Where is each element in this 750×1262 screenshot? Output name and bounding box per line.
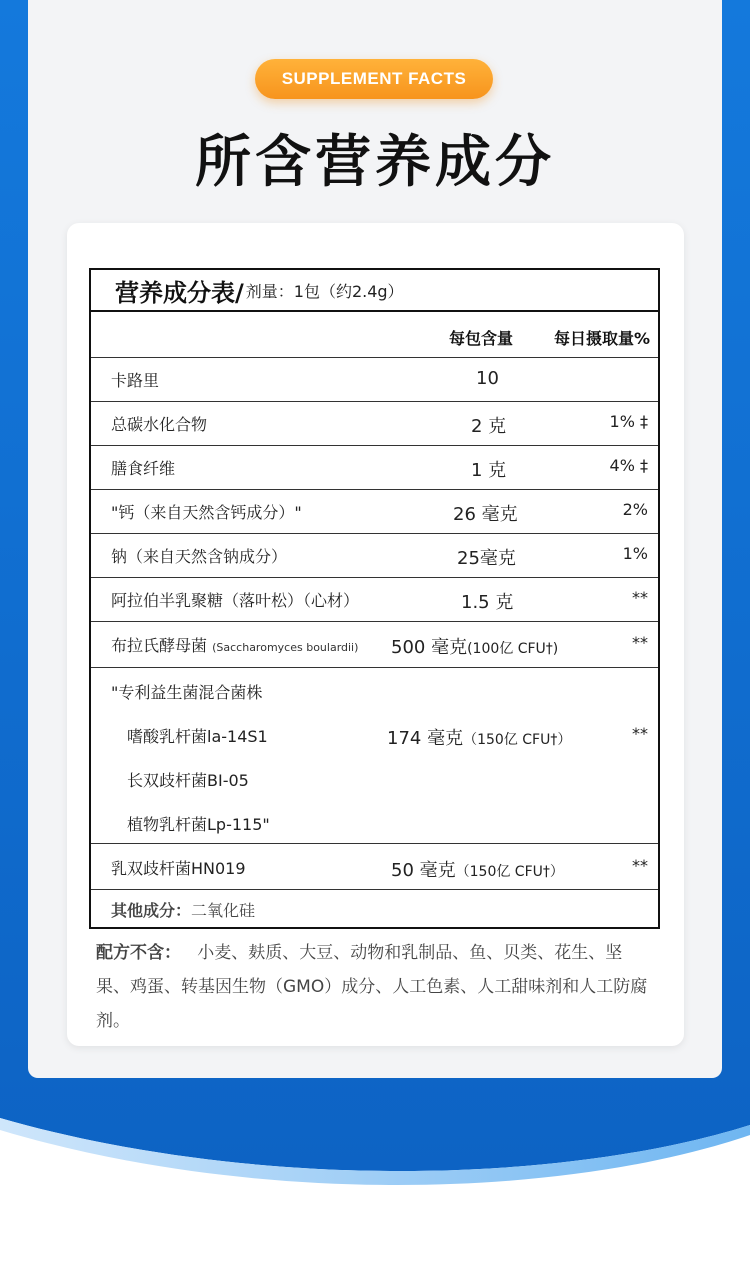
free-from-label: 配方不含： [96, 943, 181, 963]
free-from-text: 小麦、麸质、大豆、动物和乳制品、鱼、贝类、花生、坚果、鸡蛋、转基因生物（GMO）成分、人工色素、人工甜味剂和人工防腐剂。 [96, 943, 648, 1031]
table-heading-title: 营养成分表/ [115, 278, 244, 307]
row-amount: 1 克 [471, 460, 507, 481]
row-amount: 26 毫克 [453, 504, 518, 525]
row-dv: 4% ‡ [609, 456, 648, 475]
row-dv: ** [632, 856, 648, 875]
row-amount-note: (100亿 CFU†) [467, 641, 559, 657]
row-amount: 10 [476, 368, 499, 389]
row-amount: 25毫克 [457, 548, 516, 569]
table-heading [91, 270, 658, 312]
row-amount [391, 633, 558, 659]
table-row [91, 622, 658, 668]
row-name: 卡路里 [111, 371, 160, 390]
table-row [91, 358, 658, 402]
page-title: 所含营养成分 [195, 130, 555, 195]
row-amount: 1.5 克 [461, 592, 514, 613]
blend-amount-note: （150亿 CFU†） [463, 732, 572, 748]
row-name [111, 633, 358, 656]
row-name: 膳食纤维 [111, 459, 176, 478]
blend-amount [387, 724, 571, 750]
serving-size: 剂量：1包（约2.4g） [245, 281, 404, 301]
blend-amount-value: 174 毫克 [387, 728, 464, 749]
row-latin-name: (Saccharomyces boulardii) [212, 641, 359, 654]
row-amount-note: （150亿 CFU†） [455, 864, 564, 880]
blend-strain: 长双歧杆菌BI-05 [127, 771, 249, 790]
row-dv: ** [632, 588, 648, 607]
row-name: 总碳水化合物 [111, 415, 208, 434]
col-dv-header: 每日摄取量% [553, 329, 650, 348]
row-dv: 1% ‡ [609, 412, 648, 431]
table-row [91, 490, 658, 534]
row-amount: 2 克 [471, 416, 507, 437]
other-ingredients-row [91, 890, 658, 927]
blend-strain: 嗜酸乳杆菌la-14S1 [127, 727, 268, 746]
row-amount-value: 50 毫克 [391, 860, 456, 881]
table-row [91, 534, 658, 578]
nutrition-table [89, 268, 660, 929]
other-ingredients-label: 其他成分： [111, 901, 192, 920]
row-amount-value: 500 毫克 [391, 637, 468, 658]
row-dv: 1% [622, 544, 648, 563]
supplement-facts-badge: SUPPLEMENT FACTS [255, 59, 493, 99]
blend-strain: 植物乳杆菌Lp-115" [127, 815, 270, 834]
row-dv: ** [632, 633, 648, 652]
free-from-notes [96, 936, 656, 1038]
table-row [91, 578, 658, 622]
row-name: 乳双歧杆菌HN019 [111, 859, 246, 878]
row-amount [391, 856, 564, 882]
row-dv: 2% [622, 500, 648, 519]
column-header-row [91, 314, 658, 358]
other-ingredients [111, 898, 255, 921]
blend-dv: ** [632, 724, 648, 743]
other-ingredients-value: 二氧化硅 [191, 901, 256, 920]
row-name: "钙（来自天然含钙成分）" [111, 503, 302, 522]
col-amount-header: 每包含量 [449, 329, 514, 348]
row-name: 阿拉伯半乳聚糖（落叶松）（心材） [111, 591, 360, 610]
row-name: 钠（来自天然含钠成分） [111, 547, 288, 566]
blend-title: "专利益生菌混合菌株 [111, 683, 263, 702]
table-row [91, 446, 658, 490]
row-name-text: 布拉氏酵母菌 [111, 636, 208, 655]
probiotic-blend-row [91, 668, 658, 844]
table-row [91, 402, 658, 446]
table-row [91, 844, 658, 890]
